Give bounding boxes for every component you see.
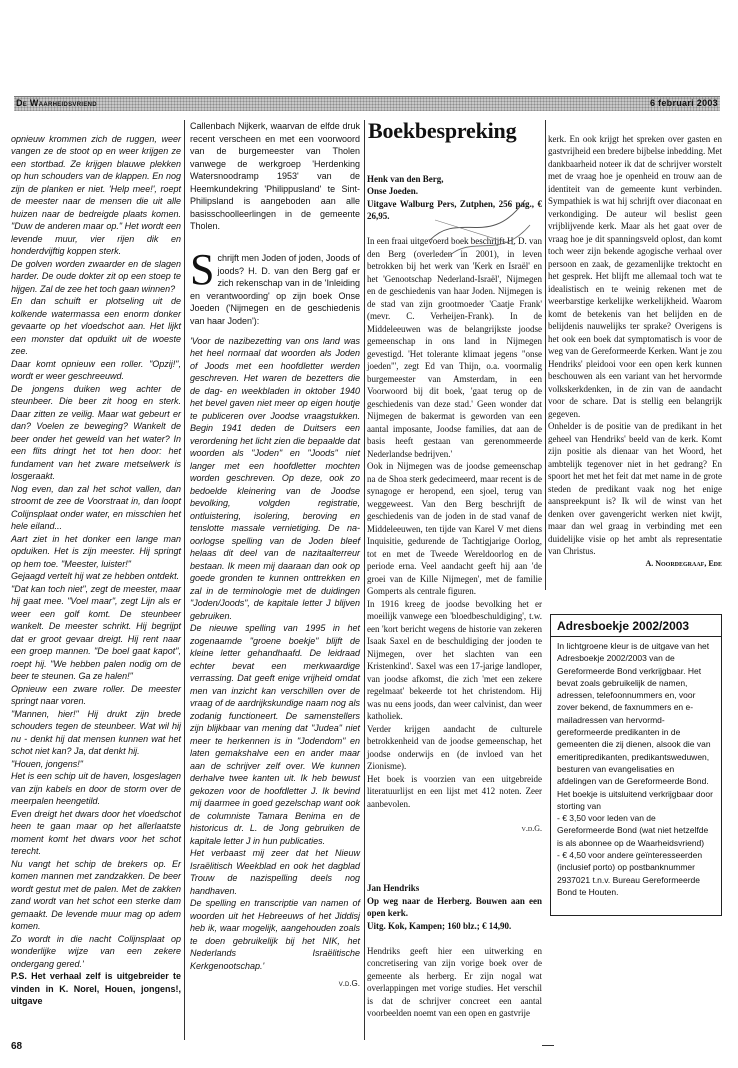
story-column [11, 120, 181, 1020]
book-review-column [367, 160, 542, 1032]
joden-intro [190, 245, 360, 327]
running-header [14, 96, 720, 111]
book1-heading: Henk van den Berg, Onse Joeden. Uitgave Walburg Pers, Zutphen, 256 pag., € 26,95. [367, 173, 542, 221]
column-divider [364, 120, 365, 1040]
book1-review: In een fraai uitgevoerd boek beschrijft H. D. van den Berg (overleden in 2001), in leven betrokken bij het werk van 'Kerk en Israël' en het 'Genootschap Nederland-Israël', Nijmegen en de geschiedenis van haar Joden. Nijmegen is de stad van zijn grootmoeder 'Caatje Frank' (mevr. C. Verheijen-Frank). In de Middeleeuwen was de belangrijkste joodse gemeenschap in ons land in Nijmegen gevestigd. 'Het tolerante klimaat jegens "onse joeden"', zegt Ed van Thijn, o.a. voormalig burgemeester van Amsterdam, in een Voorwoord bij dit boek, 'gaat terug op de geschiedenis van deze stad.' Geen wonder dat Nijmegen de bakermat is geworden van een aantal imposante, Joodse families, dat aan de basis heeft gestaan van gerenommeerde Nederlandse bedrijven.' Ook in Nijmegen was de joodse gemeenschap na de Shoa sterk gedecimeerd, maar recent is de synagoge er heropend, een sjoel, terug van weggeweest. Van den Berg beschrijft de geschiedenis van de joden in de stad vanaf de Middeleeuwen, ten tijde van Karel V met diens Inquisitie, gedurende de Tachtigjarige Oorlog, tot en met de Tweede Wereldoorlog en de periode erna. Veel aandacht geeft hij aan 'de groei van de Kille Nijmegen', met de familie Gomperts als centrale figuren. In 1916 kreeg de joodse bevolking het er moeilijk vanwege een 'bloedbeschuldiging', t.w. een 'kort bericht wegens de historie van zekeren Isaak Saxel en de beschuldiging der jooden te Nijmegen, over het slachten van een Kristenkind'. Saxel was een 17-jarige landloper, van joodse afkomst, die zich 'met een zekere regelmaat' bekeerde tot het christendom. Hij was nu eens joods, dan weer calvinist, dan weer katholiek. Verder krijgen aandacht de culturele betrokkenheid van de joodse gemeenschap, het joodse onderwijs en (de invloed van het Zionisme). Het boek is voorzien van een uitgebreide literatuurlijst en een lijst met 412 noten. Zeer aanbevolen. [367, 236, 542, 809]
column-divider [184, 120, 185, 1040]
page-number: 68 [11, 1041, 23, 1052]
joden-quote-text: 'Voor de nazibezetting van ons land was het heel normaal dat woorden als Joden of Joods met een hoofdletter werden geschreven. Het waren de bezetters die de dag- en weekbladen in oktober 1940 het bevel gaven niet meer op eigen houtje te publiceren over Joodse vraagstukken. Begin 1941 deden de Duitsers een verordening het licht zien die bepaalde dat woorden als "Joden" en "Joods" niet langer met een hoofdletter mochten worden geschreven. Op deze, ook zo bedoelde kleinering van de Joodse bevolking, volgden registratie, ontluistering, isolering, beroving en tenslotte massale vernietiging. De na-oorlogse spelling van de Joden bleef helaas dit deel van de nazitaalterreur bestaan. Ik meen mij daaraan dan ook op goede gronden te kunnen onttrekken en zal in de terminologie met de duidingen "Joden/Joods", de kapitale letter J blijven gebruiken. De nieuwe spelling van 1995 in het zogenaamde "groene boekje" blijft de kleine letter gehandhaafd. De leidraad echter bevat een merkwaardige verrassing. Dat geeft enige vrijheid omdat men van inzicht kan verschillen over de vraag of de aardrijkskundige naam nog als zodanig functioneert. De samenstellers zijn blijkbaar van mening dat "Judea" niet meer te herkennen is in "Jodendom" en laten gemakshalve een en ander maar aan de schrijver zelf over. We kunnen derhalve twee kanten uit. Ik heb bewust gekozen voor de hoofdletter J. Ik bevind mij daarmee in goed gezelschap want ook de columniste Tamara Benima en de historicus dr. L. de Jong gebruiken de kapitale letter J in hun publicaties. Het verbaast mij zeer dat het Nieuw Israëlitisch Weekblad en ook het dagblad Trouw de nazispelling deels nog handhaven. De spelling en transcriptie van namen of woorden uit het Hebreeuws of het Jiddisj heb ik, waar mogelijk, aangehouden zoals te doen gebruikelijk bij het NIK, het Nederlands Israëlitische Kerkgenootschap.' [190, 335, 360, 971]
magazine-name: De Waarheidsvriend [16, 98, 97, 108]
section-title: Boekbespreking [368, 118, 517, 143]
book2-heading: Jan Hendriks Op weg naar de Herberg. Bouwen aan een open kerk. Uitg. Kok, Kampen; 160 blz.; € 14,90. [367, 883, 542, 931]
footer-rule [542, 1045, 554, 1046]
joden-intro-text: chrijft men Joden of joden, Joods of joods? H. D. van den Berg gaf er zich rekenschap van in de 'Inleiding en verantwoording' op zijn boek Onse Joeden ('Nijmegen en de geschiedenis van haar Joden'): [190, 253, 360, 326]
issue-date: 6 februari 2003 [649, 98, 718, 108]
adresboekje-title: Adresboekje 2002/2003 [551, 615, 721, 637]
postscript: P.S. Het verhaal zelf is uitgebreider te vinden in K. Norel, Houen, jongens!, uitgave [11, 971, 181, 1006]
drop-cap: S [190, 245, 215, 294]
book2-review-continued [548, 120, 722, 583]
story-text: opnieuw krommen zich de ruggen, weer vangen ze de stoot op en weer krijgen ze een stortbad. Ze krijgen blauwe plekken op hun schouders van de klappen. En nog zijn de planken er niet. 'Help mee!', roept de meester naar de mensen die uit alle huizen naar de bedreigde plaats komen. "Duw de anderen maar op." Het wordt een levende muur, vier rijen dik en honderdvijftig koppen sterk. De golven worden zwaarder en de slagen harder. De oude dokter zit op een stoep te hijgen. Zal de zee het toch gaan winnen? En dan schuift er plotseling uit de kolkende watermassa een enorm donker gevaarte op het vloedschot aan. Het lijkt een monster dat opduikt uit de woeste zee. Daar komt opnieuw een roller. "Opzij!", wordt er weer geschreeuwd. De jongens duiken weg achter de steunbeer. Die beer zit hoog en sterk. Daar zitten ze veilig. Maar wat gebeurt er dan? Voelen ze beweging? Wankelt de beer onder het geweld van het water? In een flits dringt het tot hen door: het fundament van het zware metselwerk is losgeraakt. Nog even, dan zal het schot vallen, dan stroomt de zee de Voorstraat in, dan loopt Colijnsplaat onder water, en misschien het hele eiland... Aart ziet in het donker een lange man opduiken. Het is zijn meester. Hij springt op hem toe. "Meester, luister!" Gejaagd vertelt hij wat ze hebben ontdekt. "Dat kan toch niet", zegt de meester, maar hij gaat mee. "Voel maar", zegt Lijn als er weer een golf komt. De steunbeer wankelt. De meester schrikt. Hij begrijpt dat er groot gevaar dreigt. Hij rent naar een groep mannen. "De boel gaat kapot", roept hij. "We hebben palen nodig om de beer te steunen. Ga ze halen!" Opnieuw een zware roller. De meester springt naar voren. "Mannen, hier!" Hij drukt zijn brede schouders tegen de steunbeer. Wat wil hij nu - denkt hij dat mensen kunnen wat het schot niet kan? Ja, dat denkt hij. "Houen, jongens!" Het is een schip uit de haven, losgeslagen van zijn kabels en door de storm over de meerpalen heengetild. Even dreigt het dwars door het vloedschot heen te gaan maar op het allerlaatste moment komt het dwars voor het schot terecht. Nu vangt het schip de brekers op. Er komen mannen met zandzakken. De beer wordt gestut met de palen. Met de zakken zand wordt van het schot een sterke dam gemaakt. De levende muur mag op adem komen. Zo wordt in die nacht Colijnsplaat op wonderlijke wijze van een zekere ondergang gered.' [11, 133, 181, 969]
reviewer-signature: A. Noordegraaf, Ede [645, 558, 722, 568]
column2-top: Callenbach Nijkerk, waarvan de elfde druk recent verscheen en met een voorwoord van de burgemeester van Tholen vanwege de werkgroep 'Herdenking Watersnoodramp 1953' van de Heemkundekring 'Philippusland' te Sint-Philipsland is aangeboden aan alle basisschoolleerlingen in de gemeente Tholen. [190, 121, 360, 231]
book2-review: Hendriks geeft hier een uitwerking en concretisering van zijn vorige boek over de gemeente als herberg. Er zijn nogal wat overlappingen met vorige studies. Het verschil is dat de schrijver concreet een aantal voorbeelden noemt van een open en gastvrije [367, 945, 542, 1018]
book1-signature: v.d.G. [521, 823, 542, 833]
joden-quote [190, 322, 360, 1003]
adresboekje-text: In lichtgroene kleur is de uitgave van het Adresboekje 2002/2003 van de Gereformeerde Bond verkrijgbaar. Het bevat zoals gebruikelijk de namen, adressen, telefoonnummers en, voor zover bekend, de faxnummers en e-mailadressen van hervormd-gereformeerde predikanten in de gemeenten die zij dienen, alsook die van emeritipredikanten, predikantsweduwen, besturen van evangelisaties en afdelingen van de Gereformeerde Bond. Het boekje is uitsluitend verkrijgbaar door storting van - € 3,50 voor leden van de Gereformeerde Bond (wat niet hetzelfde is als abonnee op de Waarheidsvriend) - € 4,50 voor andere geïnteresseerden (inclusief porto) op postbanknummer 2937021 t.n.v. Bureau Gereformeerde Bond te Houten. [557, 641, 713, 897]
column2-signature: v.d.G. [338, 979, 360, 988]
column-divider [545, 120, 546, 590]
book2-review-text: kerk. En ook krijgt het spreken over gasten en gastvrijheid een bredere bijbelse inbedding. Met dankbaarheid noteer ik dat de schrijver worstelt met de vraag hoe je openheid en trouw aan de identiteit van de gemeente kunt verbinden. Sympathiek is wat hij schrijft over diaconaat en verkondiging. De auteur wil beslist geen vrijblijvende kerk. Maar als het gaat over de vraag hoe je dit spanningsveld oplost, dan komt toch weer zijn bekende agogische verhaal over persoon en zaak, de gezamenlijke trektocht en het gesprek. Het blijft me allemaal toch wat te idealistisch en te weinig rekenen met de weerbarstige kerkelijke werkelijkheid. Waarom komt de betekenis van het belijden en de belijdenis nauwelijks ter sprake? Overigens is het ook een boek dat symptomatisch is voor de weg van de Gereformeerde Kerken. Want je zou Hendriks' pleidooi voor een open kerk kunnen beschouwen als een variant van het hervormde volkskerkdenken, in de zin van de aandacht voor de schare. Dat is stellig een belangrijk gegeven. Onhelder is de positie van de predikant in het geheel van Hendriks' beeld van de kerk. Komt zijn positie als dienaar van het Woord, het ambtelijk tegenover niet in het gedrang? En spoort het met het feit dat met name in de grote steden de predikant vaak nog het enige aanspreekpunt is? Ik wil de winst van het denken over gavengericht werken niet kwijt, maar dan wel graag in verbinding met een duidelijke visie op het ambt als representatie van Christus. [548, 133, 722, 556]
adresboekje-box [550, 614, 722, 916]
